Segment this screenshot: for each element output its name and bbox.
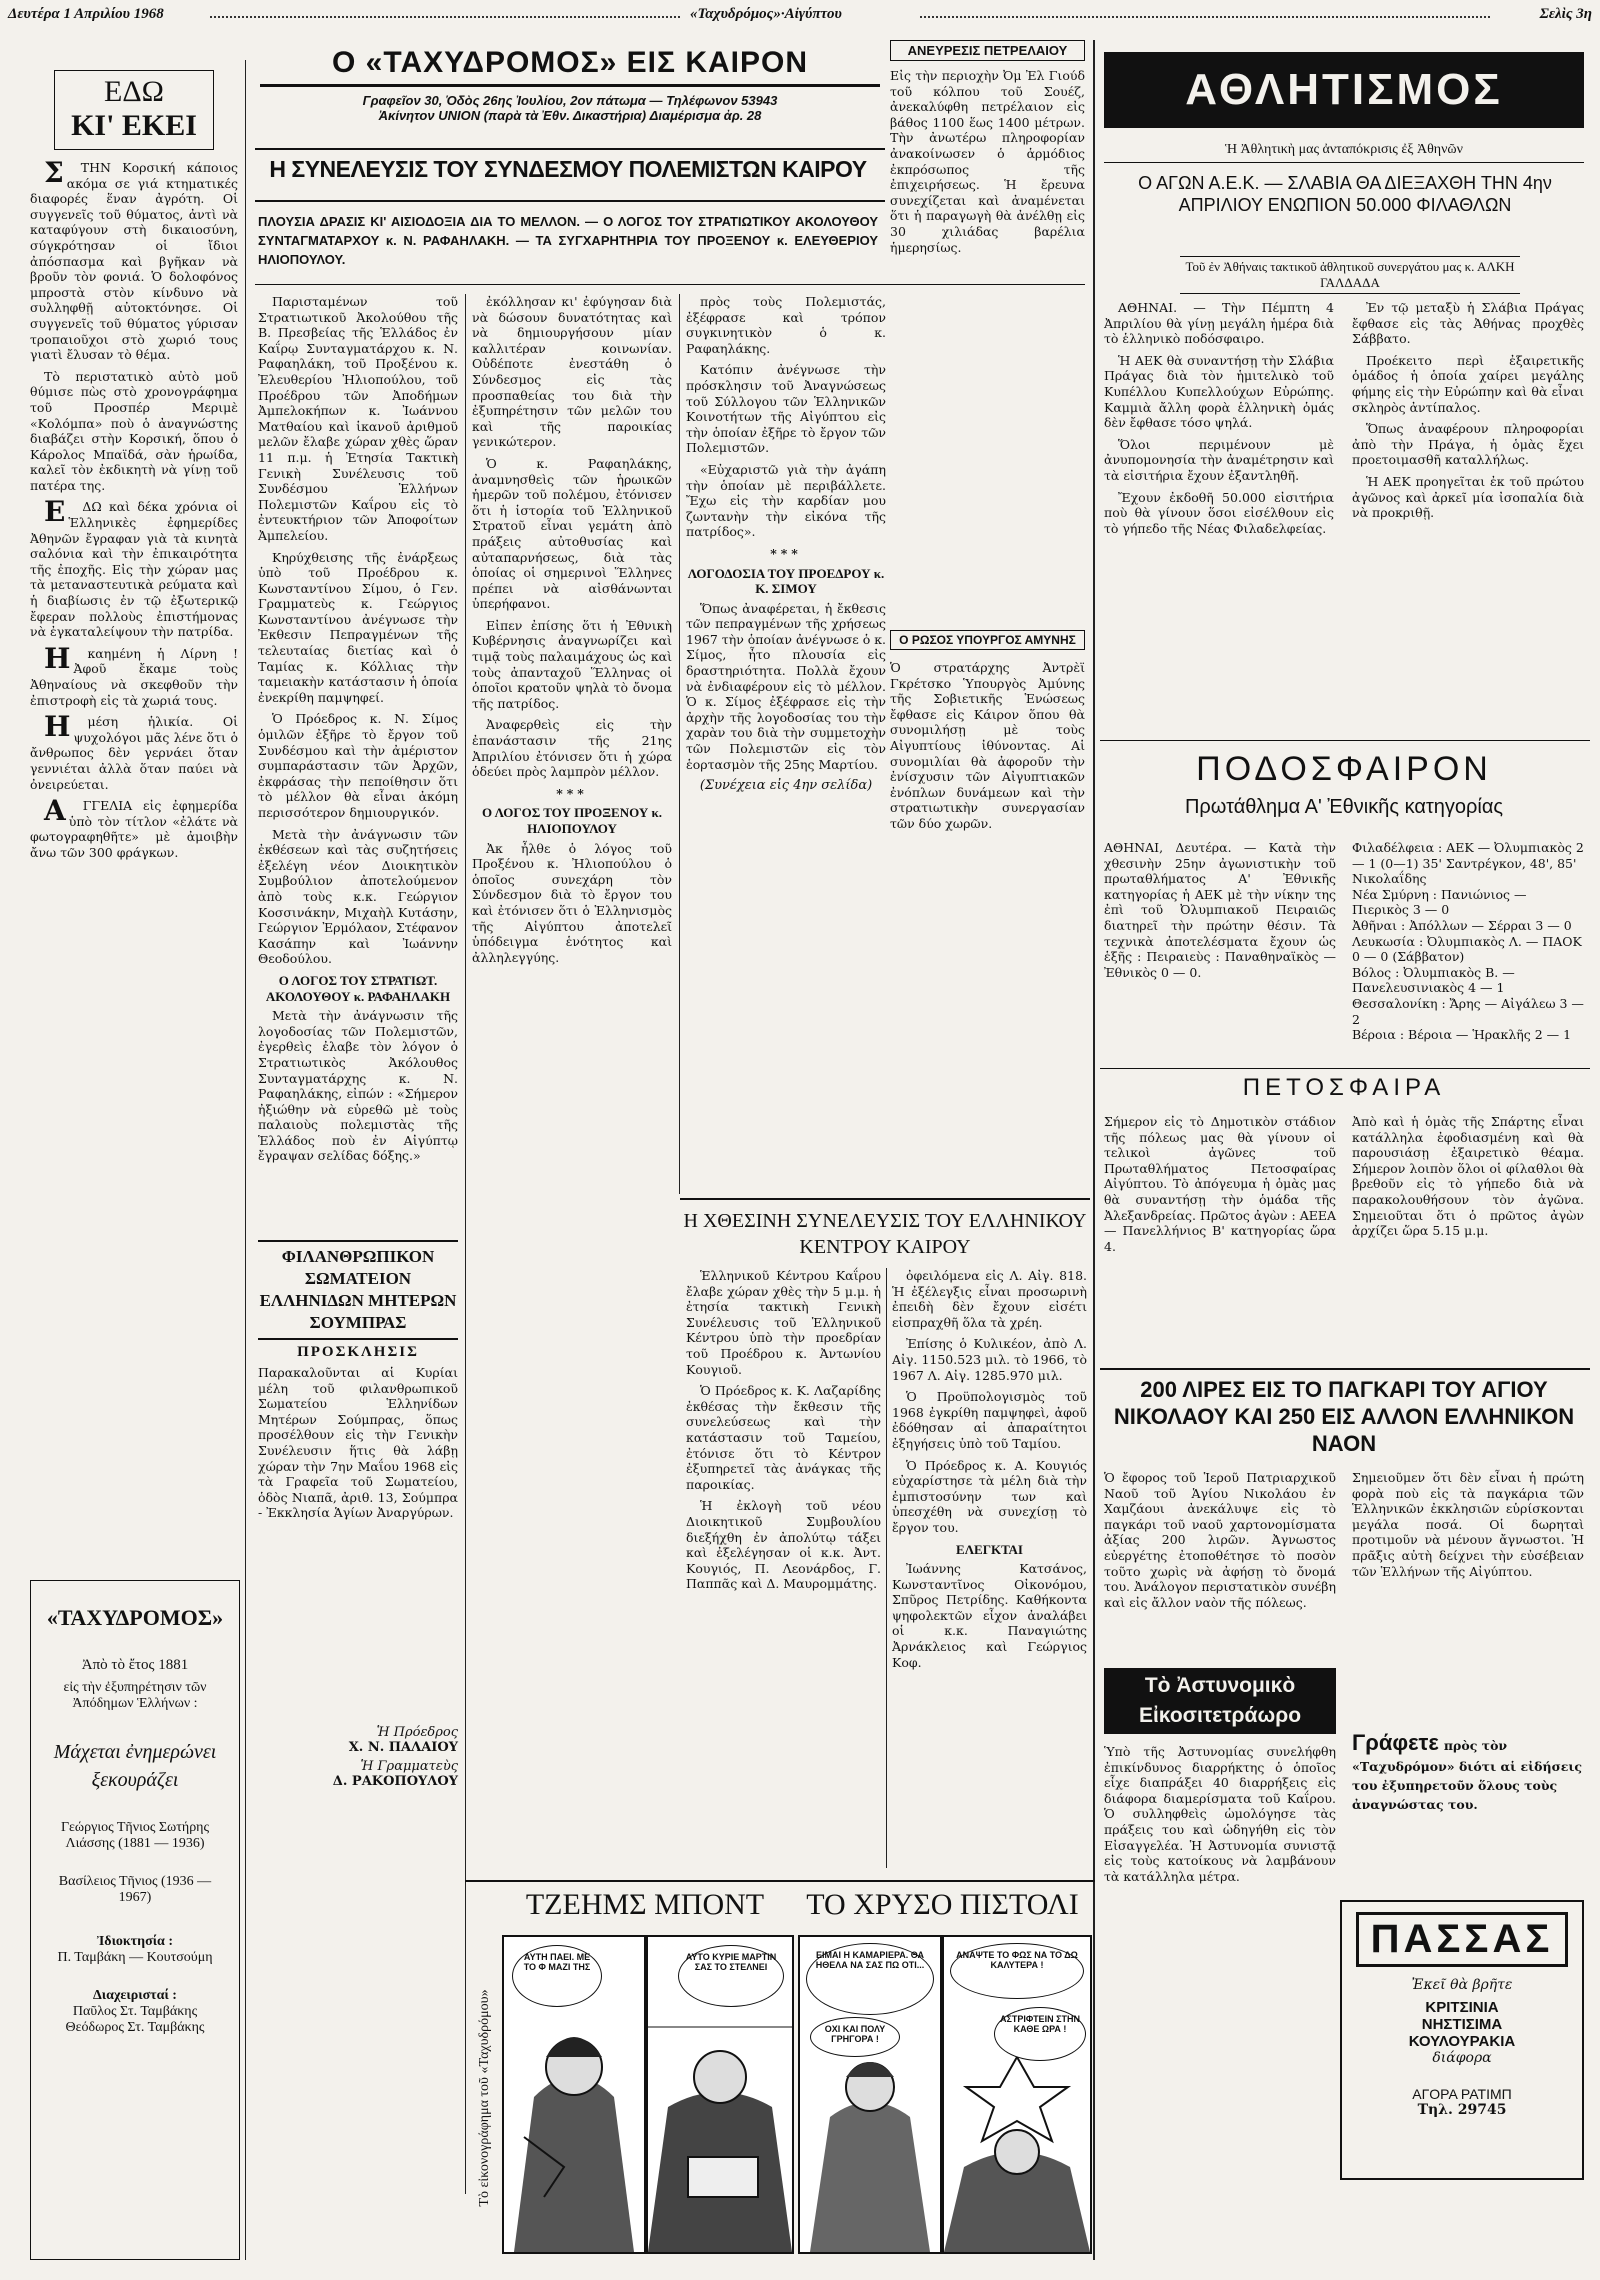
lead-deck: ΠΛΟΥΣΙΑ ΔΡΑΣΙΣ ΚΙ' ΑΙΣΙΟΔΟΞΙΑ ΔΙΑ ΤΟ ΜΕΛΛΟΝ. — Ο ΛΟΓΟΣ ΤΟΥ ΣΤΡΑΤΙΩΤΙΚΟΥ ΑΚΟΛΟΥΘΟΥ ΣΥΝΤΑΓΜΑΤΑΡΧΟΥ κ. Ν. ΡΑΦΑΗΛΑΚΗ. — ΤΑ ΣΥΓΧΑΡΗΤΗΡΙΑ ΤΟΥ ΠΡΟΞΕΝΟΥ κ. ΕΛΕΥΘΕΡΙΟΥ ΗΛΙΟΠΟΥΛΟΥ. — [258, 214, 878, 267]
stars-divider: *** — [556, 785, 588, 801]
lead-paragraph: ἐκόλλησαν κι' ἐφύγησαν διὰ νὰ δώσουν δυνατότητας καὶ νὰ δημιουργήσουν μίαν καλλιτέραν κοινωνίαν. Οὐδέποτε ἐνεστάθη ὁ Σύνδεσμος εἰς τὰς προσπαθείας του διὰ τὴν ἐξυπηρέτησιν τῶν μελῶν του καὶ τῆς παροικίας γενικώτερον. — [472, 294, 672, 450]
lead-paragraph: Εἰπεν ἐπίσης ὅτι ἡ Ἐθνικὴ Κυβέρνησις ἀναγνωρίζει καὶ τιμᾷ τοὺς παλαιμάχους ὡς καὶ τοὺς ἀπανταχοῦ Ἕλληνας οἱ ὁποῖοι κρατοῦν ψηλὰ τὸ ὄνομα τῆς πατρίδος. — [472, 617, 672, 711]
passas-ad — [1340, 1900, 1584, 2180]
comic-bubble: ΑΝΑΨΤΕ ΤΟ ΦΩΣ ΝΑ ΤΟ ΔΩ ΚΑΛΥΤΕΡΑ ! — [950, 1943, 1084, 1999]
comics-side-label — [470, 1960, 490, 2250]
edo-column — [30, 156, 238, 1530]
edo-paragraph: ΕΔΩ καὶ δέκα χρόνια οἱ Ἑλληνικὲς ἐφημερίδες Ἀθηνῶν ἔγραφαν γιὰ τὰ κινητὰ σαλόνια καὶ τὴν ἐπικαιρότητα τῆς ἐποχῆς. Εἰς τὴν χώραν μας τὰ μεταναστευτικὰ ρεύματα καὶ ἡ διαβίωσις ἐν τῷ ἐξωτερικῷ ἔφεραν πολλοὺς ἐπιστήμονας νὰ ἐγκαταλείψουν τὴν πατρίδα. — [30, 495, 238, 640]
page-number: Σελὶς 3η — [1539, 6, 1592, 22]
lead-paragraph: Ὁ Πρόεδρος κ. Ν. Σίμος ὁμιλῶν ἐξῆρε τὸ ἔργον τοῦ Συνδέσμου καὶ τὴν ἀμέριστον συμπαράστασιν τῶν Ἀρχῶν, ἐκφράσας τὴν πεποίθησιν ὅτι τὸ μέλλον θὰ εἶναι ἀκόμη περισσότερον δημιουργικόν. — [258, 711, 458, 820]
column-rule — [1093, 40, 1095, 2260]
passas-address: ΑΓΟΡΑ ΡΑΤΙΜΠ — [1412, 2086, 1512, 2102]
football-result: Βέροια : Βέροια — Ἡρακλῆς 2 — 1 — [1352, 1027, 1572, 1043]
promo-title: «ΤΑΧΥΔΡΟΜΟΣ» — [46, 1605, 224, 1630]
petrol-title: ΑΝΕΥΡΕΣΙΣ ΠΕΤΡΕΛΑΙΟΥ — [890, 40, 1085, 61]
column-rule — [886, 1268, 887, 1868]
football-result: Φιλαδέλφεια : ΑΕΚ — Ὀλυμπιακὸς 2 — 1 (0—1) 35' Σαντρέγκον, 48', 85' Νικολαΐδης — [1352, 840, 1584, 887]
mid-paragraph: Κατόπιν ἀνέγνωσε τὴν πρόσκλησιν τοῦ Ἀναγνώσεως τοῦ Σύλλογου τῶν Ἑλληνικῶν Κοινοτήτων τῆς Αἰγύπτου εἰς τὴν ὁποίαν ἐξῆρε τὸ ἔργον τῶν Πολεμιστῶν. — [686, 362, 886, 456]
xthes-paragraph: Ὁ Πρόεδρος κ. Κ. Λαζαρίδης ἐκθέσας τὴν ἔκθεσιν τῆς συνελεύσεως καὶ τὴν κατάστασιν τοῦ Ταμείου, ἐτόνισε ὅτι τὸ Κέντρον ἐξυπηρετεῖ τὰς ἀνάγκας τῆς παροικίας. — [686, 1383, 881, 1492]
lead-paragraph: Μετὰ τὴν ἀνάγνωσιν τῶν ἐκθέσεων καὶ τὰς συζητήσεις ἐξελέγη νέον Διοικητικὸν Συμβούλιον ἀποτελούμενον ἀπὸ τοὺς κ.κ. Γεώργιον Κοσσινάκην, Μιχαὴλ Κυτάσην, Γεώργιον Ἐρμόλαον, Στέφανον Κασάπην καὶ Ἰωάννην Θεοδούλου. — [258, 826, 458, 967]
edo-paragraph: ΑΓΓΕΛΙΑ εἰς ἐφημερίδα ὑπὸ τὸν τίτλον «ἐλάτε νὰ φωτογραφηθῆτε» μὲ ἀμοιβὴν ἄνω τῶν 300 φράγκων. — [30, 794, 238, 860]
comic-panel-4 — [942, 1935, 1092, 2254]
football-result: Ἀθῆναι : Ἀπόλλων — Σέρραι 3 — 0 — [1352, 917, 1572, 933]
xthes-paragraph: ὀφειλόμενα εἰς Λ. Αἰγ. 818. Ἡ ἐξέλεγξις εἶναι προσωρινὴ ἐπειδὴ δὲν ἔχουν εἰσέτι εἰσπραχθῆ ὅλα τὰ χρέη. — [892, 1268, 1087, 1330]
football-sub: Πρωτάθλημα Α' Ἐθνικῆς κατηγορίας — [1184, 796, 1504, 818]
charity-sig: Ἡ Πρόεδρος — [376, 1725, 458, 1740]
xthes-paragraph: Ἡ ἐκλογὴ τοῦ νέου Διοικητικοῦ Συμβουλίου διεξήχθη ἐν ἀπολύτῳ τάξει καὶ ἐξελέγησαν οἱ κ.κ. Ἀντ. Κουγιός, Π. Λεονάρδος, Γ. Παππᾶς καὶ Δ. Μαυρομμάτης. — [686, 1498, 881, 1592]
edo-paragraph: Ηκαημένη ἡ Λίρνη ! Ἀφοῦ ἔκαμε τοὺς Ἀθηναίους νὰ σκεφθοῦν τὴν ἐπιστροφὴ εἰς τὰ χωριά τους. — [30, 641, 238, 708]
sports-column-1 — [1104, 300, 1334, 680]
lead-column-1 — [258, 294, 458, 1164]
mid-column-1 — [686, 294, 886, 1194]
petrol-sub-text: Ὁ στρατάρχης Ἀντρὲϊ Γκρέτσκο Ὑπουργὸς Ἀμύνης τῆς Σοβιετικῆς Ἑνώσεως ἔφθασε εἰς Κάιρον ὅπου θὰ συνομιλήσῃ μὲ τοὺς Αἰγυπτίους ἰθύνοντας. Αἱ συνομιλίαι θὰ ἀφοροῦν τὴν ἐνίσχυσιν τῶν Αἰγυπτιακῶν ἐνόπλων δυνάμεων καὶ τὴν στρατιωτικὴν συνεργασίαν τῶν δύο χωρῶν. — [890, 660, 1085, 831]
lead-mid-rule — [255, 200, 885, 202]
lira-headline: 200 ΛΙΡΕΣ ΕΙΣ ΤΟ ΠΑΓΚΑΡΙ ΤΟΥ ΑΓΙΟΥ ΝΙΚΟΛΑΟΥ ΚΑΙ 250 ΕΙΣ ΑΛΛΟΝ ΕΛΛΗΝΙΚΟΝ ΝΑΟΝ — [1113, 1377, 1575, 1456]
charity-notice — [258, 1240, 458, 1860]
comics-side-label-text: Τὸ εἰκονογράφημα τοῦ «Ταχυδρόμου» — [477, 1989, 492, 2207]
logodosia-subhead: ΛΟΓΟΔΟΣΙΑ ΤΟΥ ΠΡΟΕΔΡΟΥ κ. Κ. ΣΙΜΟΥ — [687, 565, 885, 597]
column-rule — [245, 60, 246, 2260]
lead-paragraph: Μετὰ τὴν ἀνάγνωσιν τῆς λογοδοσίας τῶν Πολεμιστῶν, ἐγερθεὶς ἐλαβε τὸν λόγον ὁ Στρατιωτικὸς Ἀκόλουθος Συνταγματάρχης κ. Ν. Ραφαηλάκης, εἰπών : «Σήμερον ἠξιώθην νὰ εὑρεθῶ μὲ τοὺς παλαιοὺς πολεμιστὰς τῆς Ἑλλάδος ποὺ ἐν Αἰγύπτῳ ἔγραψαν σελίδας δόξης.» — [258, 1008, 458, 1164]
comic-panel-1 — [502, 1935, 646, 2254]
strip-dots-right — [920, 16, 1490, 18]
lead-column-2 — [472, 294, 672, 1884]
edo-title-box — [54, 70, 214, 150]
xthes-column-2 — [892, 1268, 1087, 1868]
promo-since: Ἀπὸ τὸ ἔτος 1881 — [81, 1657, 189, 1673]
sports-byline: Τοῦ ἐν Ἀθήναις τακτικοῦ ἀθλητικοῦ συνεργάτου μας κ. ΑΛΚΗ ΓΑΛΔΑΔΑ — [1180, 256, 1520, 294]
lead-headline: Η ΣΥΝΕΛΕΥΣΙΣ ΤΟΥ ΣΥΝΔΕΣΜΟΥ ΠΟΛΕΜΙΣΤΩΝ ΚΑΙΡΟΥ — [269, 156, 867, 182]
subscribe-text: πρὸς τὸν «Ταχυδρόμον» διότι αἱ εἰδήσεις του ἐξυπηρετοῦν ὅλους τοὺς ἀναγνώστας του. — [1352, 1738, 1583, 1812]
charity-title: ΦΙΛΑΝΘΡΩΠΙΚΟΝ ΣΩΜΑΤΕΙΟΝ ΕΛΛΗΝΙΔΩΝ ΜΗΤΕΡΩΝ ΣΟΥΜΠΡΑΣ — [258, 1240, 458, 1340]
comic-bubble: ΕΙΜΑΙ Η ΚΑΜΑΡΙΕΡΑ. ΘΑ ΗΘΕΛΑ ΝΑ ΣΑΣ ΠΩ ΟΤΙ... — [806, 1943, 934, 2015]
comic-bubble: ΑΥΤΗ ΠΑΕΙ. ΜΕ ΤΟ Φ ΜΑΖΙ ΤΗΣ — [512, 1945, 602, 2007]
promo-box — [30, 1580, 240, 2260]
charity-sig-name: Χ. Ν. ΠΑΛΑΙΟΥ — [348, 1740, 458, 1755]
column-rule — [679, 294, 680, 1194]
edo-title-line1: ΕΔΩ — [104, 75, 164, 108]
mid-paragraph: πρὸς τοὺς Πολεμιστάς, ἐξέφρασε καὶ τρόπον συγκινητικὸν ὁ κ. Ραφαηλάκης. — [686, 294, 886, 356]
football-result: Θεσσαλονίκη : Ἄρης — Αἰγάλεω 3 — 2 — [1352, 995, 1584, 1027]
comic-panel-2 — [646, 1935, 794, 2254]
sports-paragraph: Ἐν τῷ μεταξὺ ἡ Σλάβια Πράγας ἔφθασε εἰς τὰς Ἀθήνας προχθὲς Σάββατο. — [1352, 300, 1584, 347]
football-rule — [1100, 740, 1590, 741]
xthes-top-rule — [680, 1198, 1090, 1200]
xthes-paragraph: Ὁ Προϋπολογισμὸς τοῦ 1968 ἐγκρίθη παμψηφεὶ, ἀφοῦ ἐδόθησαν αἱ ἀπαραίτητοι ἐξηγήσεις ὑπὸ τοῦ Ταμίου. — [892, 1389, 1087, 1451]
petosfaira-rule — [1100, 1068, 1590, 1069]
sports-paragraph: Ὅπως ἀναφέρουν πληροφορίαι ἀπὸ τὴν Πράγα, ἡ ὁμὰς ἔχει προετοιμασθῆ καταλλήλως. — [1352, 421, 1584, 468]
promo-slogan: Μάχεται ἐνημερώνει ξεκουράζει — [53, 1741, 217, 1791]
petosfaira-column-2: Ἀπὸ καὶ ἡ ὁμὰς τῆς Σπάρτης εἶναι κατάλληλα ἐφοδιασμένη καὶ θὰ παρουσιάσῃ ἐξαιρετικὸ θέαμα. Σήμερον λοιπὸν ὅλοι οἱ φίλαθλοι θὰ βρεθοῦν εἰς τὸ γήπεδο διὰ νὰ παρακολουθήσουν τὸν ἀγῶνα. Σημειοῦται ὅτι ὁ πρῶτος ἀγὼν ἀρχίζει ὥρα 5.15 μ.μ. — [1352, 1114, 1584, 1239]
xthes-paragraph: Ὁ Πρόεδρος κ. Α. Κουγιός εὐχαρίστησε τὰ μέλη διὰ τὴν ἐμπιστοσύνην των καὶ ὑπεσχέθη νὰ συνεχίσῃ τὸ ἔργον του. — [892, 1457, 1087, 1535]
xthes-headline: Η ΧΘΕΣΙΝΗ ΣΥΝΕΛΕΥΣΙΣ ΤΟΥ ΕΛΛΗΝΙΚΟΥ ΚΕΝΤΡΟΥ ΚΑΙΡΟΥ — [683, 1210, 1087, 1258]
continued-note: (Συνέχεια εἰς 4ην σελίδα) — [699, 778, 873, 794]
masthead-address: Γραφεῖον 30, Ὁδὸς 26ης Ἰουλίου, 2ον πάτωμα — Τηλέφωνον 53943 — [362, 93, 778, 108]
top-strip — [0, 4, 1600, 28]
column-rule — [465, 294, 466, 2194]
charity-sig-name: Δ. ΡΑΚΟΠΟΥΛΟΥ — [332, 1774, 458, 1789]
lead-paragraph: Παρισταμένων τοῦ Στρατιωτικοῦ Ἀκολούθου τῆς Β. Πρεσβείας τῆς Ἑλλάδος ἐν Καΐρῳ Συνταγματάρχου κ. Ν. Ραφαηλάκη, τοῦ Προξένου κ. Ἐλευθερίου Ἠλιοπούλου, τοῦ Προέδρου τῶν Ἀποδήμων Ἀμπελοκήπων κ. Ἰωάννου Ματθαίου καὶ ἱκανοῦ ἀριθμοῦ μελῶν ἔλαβε χώραν χθὲς ὥραν 11 π.μ. ἡ Ἐτησία Τακτικὴ Γενικὴ Συνέλευσις τοῦ Συνδέσμου Ἑλλήνων Πολεμιστῶν Καΐρου εἰς τὸ ἐντευκτήριον τῶν Ἀποφοίτων Ἀμπελείου. — [258, 294, 458, 543]
sports-banner-title: ΑΘΛΗΤΙΣΜΟΣ — [1185, 65, 1503, 114]
comic-bubble: ΑΥΤΟ ΚΥΡΙΕ ΜΑΡΤΙΝ ΣΑΣ ΤΟ ΣΤΕΛΝΕΙ — [678, 1945, 784, 2007]
lead-paragraph: Ἀκ ἦλθε ὁ λόγος τοῦ Προξένου κ. Ἠλιοπούλου ὁ ὁποῖος συνεχάρη τὸν Σύνδεσμον διὰ τὸ ἔργον του καὶ ἐτόνισεν ὅτι ὁ Ἑλληνισμὸς τῆς Αἰγύπτου ἀποτελεῖ ὑπόδειγμα ἑνότητος καὶ ἀλληλεγγύης. — [472, 840, 672, 965]
sports-paragraph: ΑΘΗΝΑΙ. — Τὴν Πέμπτη 4 Ἀπριλίου θὰ γίνῃ μεγάλη ἡμέρα διὰ τὸ ἑλληνικὸ ποδόσφαιρο. — [1104, 300, 1334, 347]
rafa-subhead: Ο ΛΟΓΟΣ ΤΟΥ ΣΤΡΑΤΙΩΤ. ΑΚΟΛΟΥΘΟΥ κ. ΡΑΦΑΗΛΑΚΗ — [265, 972, 451, 1004]
charity-sub: ΠΡΟΣΚΛΗΣΙΣ — [297, 1344, 419, 1360]
xthes-paragraph: Ἐπίσης ὁ Κυλικέον, ἀπὸ Λ. Αἰγ. 1150.523 μιλ. τὸ 1966, τὸ 1967 Λ. Αἰγ. 1285.970 μιλ. — [892, 1336, 1087, 1383]
sports-banner — [1104, 52, 1584, 128]
charity-sig: Ἡ Γραμματεὺς — [360, 1759, 458, 1774]
promo-founder: Γεώργιος Τῆνιος Σωτήρης Λιάσσης (1881 — 1936) — [60, 1820, 210, 1851]
promo-founder: Βασίλειος Τῆνιος (1936 — 1967) — [58, 1874, 212, 1905]
comic-bubble: ΑΣΤΡΙΦΤΕΙΝ ΣΤΗΝ ΚΑΘΕ ΩΡΑ ! — [994, 2007, 1086, 2061]
promo-mission: εἰς τὴν ἐξυπηρέτησιν τῶν Ἀπόδημων Ἑλλήνων : — [63, 1680, 207, 1711]
petrol-text: Εἰς τὴν περιοχὴν Ὀμ Ἐλ Γιούδ τοῦ κόλπου τοῦ Σουέζ, ἀνεκαλύφθη πετρέλαιον εἰς βάθος 1100 ἕως 1400 μέτρων. Τὴν ἀνωτέρω πληροφορίαν ἀνακοίνωσεν ὁ ἁρμόδιος ἐκπρόσωπος τῆς ἐπιχειρήσεως. Ἡ ἔρευνα συνεχίζεται καὶ ἀναμένεται ὅτι ἡ παραγωγὴ θὰ ἀνέλθῃ εἰς 30 χιλιάδας βαρέλια ἡμερησίως. — [890, 68, 1085, 255]
edo-title-line2: ΚΙ' ΕΚΕΙ — [71, 109, 197, 142]
subscribe-box — [1352, 1730, 1584, 1812]
masthead — [260, 46, 880, 138]
lead-paragraph: Κηρύχθεισης τῆς ἐνάρξεως ὑπὸ τοῦ Προέδρου κ. Κωνσταντίνου Σίμου, ὁ Γεν. Γραμματεὺς κ. Γεώργιος Κωνσταντίνου ἀνέγνωσε τὴν Ἐκθεσιν Πεπραγμένων τῆς τελευταίας διετίας καὶ ὁ Ταμίας κ. Κόλλιας τὴν ταμειακὴν κατάστασιν ἡ ὁποία ἐνεκρίθη παμψηφεί. — [258, 549, 458, 705]
mid-paragraph: Ὅπως ἀναφέρεται, ἡ ἔκθεσις τῶν πεπραγμένων τῆς χρήσεως 1967 τὴν ὁποίαν ἀνέγνωσε ὁ κ. Σίμος, ἦτο πλουσία εἰς δραστηριότητα. Πολλὰ ἔχουν νὰ ἐνδιαφέρουν εἰς τὸ μέλλον. Ὁ κ. Σίμος ἐξέφρασε εἰς τὴν ἀρχὴν τῆς λογοδοσίας του τὴν χαρὰν του διὰ τὴν συμμετοχὴν τῶν Πολεμιστῶν εἰς τὸν ἑορτασμὸν τῆς 25ης Μαρτίου. — [686, 600, 886, 772]
comics-top-rule — [465, 1880, 1095, 1882]
passas-title: ΠΑΣΣΑΣ — [1356, 1912, 1568, 1967]
sports-tagline: Ἡ Ἀθλητικὴ μας ἀνταπόκρισις ἐξ Ἀθηνῶν — [1104, 142, 1584, 163]
petrol-subhead: Ο ΡΩΣΟΣ ΥΠΟΥΡΓΟΣ ΑΜΥΝΗΣ — [890, 630, 1085, 650]
sports-column-2 — [1352, 300, 1584, 680]
proxenos-subhead: Ο ΛΟΓΟΣ ΤΟΥ ΠΡΟΞΕΝΟΥ κ. ΗΛΙΟΠΟΥΛΟΥ — [482, 805, 662, 836]
promo-managers: Παῦλος Στ. Ταμβάκης Θεόδωρος Στ. Ταμβάκης — [65, 2004, 205, 2035]
lead-paragraph: Ὁ κ. Ραφαηλάκης, ἀναμνησθεὶς τῶν ἡρωικῶν ἡμερῶν τοῦ πολέμου, ἐτόνισεν ὅτι ἡ ἱστορία τοῦ Ἑλληνικοῦ Στρατοῦ εἶναι γεμάτη ἀπὸ πράξεις αὐτοθυσίας καὶ αὐταπαρνήσεως, διὰ τὰς ὁποίας οἱ σημερινοὶ Ἕλληνες πρέπει νὰ αἰσθάνωνται ὑπερήφανοι. — [472, 455, 672, 612]
passas-item: ΝΗΣΤΙΣΙΜΑ — [1421, 2016, 1503, 2033]
sports-paragraph: Ἡ ΑΕΚ θὰ συναντήσῃ τὴν Σλάβια Πράγας διὰ τὸν ἡμιτελικὸ τοῦ Κυπέλλου Κυπελλούχων Εὐρώπης. Καμμιὰ ἄλλη φορὰ ἑλληνικὴ ὁμάς δὲν ἔφθασε τόσο ψηλά. — [1104, 352, 1334, 431]
promo-managers-label: Διαχειρισταί : — [93, 1988, 177, 2003]
sports-paragraph: Ὅλοι περιμένουν μὲ ἀνυπομονησία τὴν ἀναμέτρησιν καὶ τὰ εἰσιτήρια ἔχουν ἐξαντληθῆ. — [1104, 436, 1334, 483]
comic-title-2: ΤΟ ΧΡΥΣΟ ΠΙΣΤΟΛΙ — [806, 1888, 1079, 1921]
xthes-paragraph: Ἑλληνικοῦ Κέντρου Καΐρου ἔλαβε χώραν χθὲς τὴν 5 μ.μ. ἡ ἐτησία τακτικὴ Γενικὴ Συνέλευσις τοῦ Ἑλληνικοῦ Κέντρου ὑπὸ τὴν προεδρίαν τοῦ Προέδρου κ. Ἀντωνίου Κουγιοῦ. — [686, 1268, 881, 1377]
lira-rule — [1100, 1368, 1590, 1370]
comic-bubble: ΟΧΙ ΚΑΙ ΠΟΛΥ ΓΡΗΓΟΡΑ ! — [810, 2017, 900, 2057]
issue-date: Δευτέρα 1 Απριλίου 1968 — [8, 6, 164, 22]
passas-phone: Τηλ. 29745 — [1417, 2102, 1507, 2118]
masthead-address: Ἀκίνητον UNION (παρὰ τὰ Ἐθν. Δικαστήρια) Διαμέρισμα ἀρ. 28 — [378, 108, 762, 123]
lead-top-rule — [255, 148, 885, 150]
police-title-box — [1104, 1668, 1336, 1734]
football-result: Βόλος : Ὀλυμπιακὸς Β. — Πανελευσινιακὸς 4 — 1 — [1352, 964, 1515, 996]
football-column-1: ΑΘΗΝΑΙ, Δευτέρα. — Κατὰ τὴν χθεσινὴν 25ην ἀγωνιστικὴν τοῦ πρωταθλήματος Α' Ἐθνικῆς κατηγορίας ἡ ΑΕΚ μὲ τὴν νίκην της ἐπὶ τοῦ Ὀλυμπιακοῦ Πειραιῶς διατηρεῖ τὴν πρώτην θέσιν. Τὰ τεχνικὰ ἀποτελέσματα ἔχουν ὡς ἑξῆς : Πειραιεὺς : Παναθηναϊκὸς — Ἐθνικὸς 0 — 0. — [1104, 840, 1336, 980]
football-result: Λευκωσία : Ὀλυμπιακὸς Λ. — ΠΑΟΚ 0 — 0 (Σάββατον) — [1352, 933, 1582, 965]
sports-paragraph: Ἡ ΑΕΚ προηγεῖται ἐκ τοῦ πρώτου ἀγῶνος καὶ ἀρκεῖ μία ἰσοπαλία διὰ νὰ προκριθῇ. — [1352, 473, 1584, 521]
promo-owners: Π. Ταμβάκη — Κουτσούμη — [57, 1950, 213, 1965]
police-title: Τὸ Ἀστυνομικὸ Εἰκοσιτετράωρο — [1138, 1674, 1302, 1727]
edo-paragraph: ΣΤΗΝ Κορσική κάποιος ακόμα σε γιά κτηματικές διαφορές ἕναν ἀγρότη. Οἱ συγγενεῖς τοῦ θύματος, ἀντὶ νὰ καταφύγουν στὴ δικαιοσύνη, σύγκρότησαν οἱ ἴδιοι ἀπόσπασμα καὶ βγῆκαν νὰ βροῦν τὸν φονιά. Ὁ δολοφόνος μπροστὰ στὸν κίνδυνο νὰ συλληφθῇ αὐτοκτόνησε. Οἱ συγγενεῖς τοῦ θύματος γύρισαν τροπαιοῦχοι στὸ χωριό τους γιατὶ ἔλυσαν τὸ θέμα. — [30, 156, 238, 363]
elegktai-subhead: ΕΛΕΓΚΤΑΙ — [956, 1541, 1023, 1557]
subscribe-title: Γράφετε — [1352, 1730, 1439, 1755]
comic-panel-3 — [798, 1935, 942, 2254]
xthes-paragraph: Ἰωάννης Κατσάνος, Κωνσταντῖνος Οἰκονόμου, Σπῦρος Πετρίδης. Καθήκοντα ψηφολεκτῶν εἶχον ἀναλάβει οἱ κ.κ. Παναγιώτης Ἀρνάκλειος καὶ Γεώργιος Κοφ. — [892, 1561, 1087, 1670]
lead-deck-rule — [255, 284, 1085, 285]
strip-dots-left — [210, 16, 680, 18]
passas-item: ΚΟΥΛΟΥΡΑΚΙΑ — [1408, 2033, 1516, 2050]
passas-intro: Ἐκεῖ θὰ βρῆτε — [1411, 1977, 1513, 1993]
lira-column-2: Σημειοῦμεν ὅτι δὲν εἶναι ἡ πρώτη φορὰ ποὺ εἰς τὰ παγκάρια τῶν Ἑλληνικῶν ἐκκλησιῶν εὑρίσκονται μεγάλα ποσά. Οἱ δωρηταὶ προτιμοῦν νὰ μένουν ἄγνωστοι. Ἡ πρᾶξις αὐτὴ δείχνει τὴν εὐσέβειαν τῶν Ἑλλήνων τῆς Αἰγύπτου. — [1352, 1470, 1584, 1579]
petrol-article — [890, 40, 1085, 1175]
paper-name: «Ταχυδρόμος»·Αἰγύπτου — [690, 6, 842, 22]
petosfaira-title: ΠΕΤΟΣΦΑΙΡΑ — [1242, 1074, 1446, 1101]
edo-paragraph: Ημέση ἡλικία. Οἱ ψυχολόγοι μᾶς λένε ὅτι ὁ ἄνθρωπος δὲν γερνάει ὅταν γεννιέται ἀλλὰ ὅταν παύει νὰ ὀνειρεύεται. — [30, 710, 238, 792]
sports-headline: Ο ΑΓΩΝ Α.Ε.Κ. — ΣΛΑΒΙΑ ΘΑ ΔΙΕΞΑΧΘΗ ΤΗΝ 4ην ΑΠΡΙΛΙΟΥ ΕΝΩΠΙΟΝ 50.000 ΦΙΛΑΘΛΩΝ — [1138, 173, 1552, 215]
xthes-column-1 — [686, 1268, 881, 1868]
comic-title-1: ΤΖΕΗΜΣ ΜΠΟΝΤ — [525, 1888, 765, 1921]
sports-paragraph: Προέκειτο περὶ ἐξαιρετικῆς ὁμάδος ἡ ὁποία χαίρει μεγάλης φήμης εἰς τὴν Εὐρώπην καὶ θὰ εἶναι σκληρὸς ἀντίπαλος. — [1352, 352, 1584, 415]
promo-owners-label: Ἰδιοκτησία : — [96, 1934, 174, 1949]
lead-paragraph: Ἀναφερθεὶς εἰς τὴν ἐπανάστασιν τῆς 21ης Ἀπριλίου ἐτόνισεν ὅτι ἡ χώρα ὁδεύει πρὸς λαμπρὸν μέλλον. — [472, 717, 672, 780]
football-results — [1352, 840, 1584, 1060]
passas-item: διάφορα — [1432, 2050, 1492, 2066]
lira-column-1: Ὁ ἔφορος τοῦ Ἱεροῦ Πατριαρχικοῦ Ναοῦ τοῦ Ἁγίου Νικολάου ἐν Χαμζάουι ἀνεκάλυψε εἰς τὸ παγκάρι τοῦ ναοῦ χαρτονομίσματα ἀξίας 200 λιρῶν. Ἀγνωστος εὐεργέτης ἐτοποθέτησε τὸ ποσὸν τοῦτο χωρὶς νὰ ἀφήσῃ τὸ ὄνομά του. Ἀνάλογον περιστατικὸν συνέβη καὶ εἰς ἄλλον ναὸν τῆς πόλεως. — [1104, 1470, 1336, 1610]
mid-paragraph: «Εὐχαριστῶ γιὰ τὴν ἀγάπη τὴν ὁποίαν μὲ περιβάλλετε. Ἔχω εἰς τὴν καρδίαν μου ζωντανὴν τὴν εἰκόνα τῆς πατρίδος». — [686, 461, 886, 540]
football-result: Νέα Σμύρνη : Πανιώνιος — Πιερικὸς 3 — 0 — [1352, 886, 1527, 918]
stars-divider: *** — [770, 545, 802, 561]
charity-text: Παρακαλοῦνται αἱ Κυρίαι μέλη τοῦ φιλανθρωπικοῦ Σωματείου Ἑλληνίδων Μητέρων Σούμπρας, ὅπως προσέλθουν εἰς τὴν Γενικὴν Συνέλευσιν ἥτις θὰ λάβῃ χώραν τὴν 7ην Μαΐου 1968 εἰς τὰ Γραφεῖα τοῦ Σωματείου, ὁδὸς Νιαπᾶ, ἀριθ. 13, Σούμπρα - Ἐκκλησία Ἁγίων Ἀναργύρων. — [258, 1365, 458, 1521]
police-text: Ὑπὸ τῆς Ἀστυνομίας συνελήφθη ἐπικίνδυνος διαρρήκτης ὁ ὁποῖος εἶχε διαπράξει 40 διαρρήξεις εἰς διάφορα διαμερίσματα τοῦ Καΐρου. Ὁ συλληφθεὶς ὡμολόγησε τὰς πράξεις του καὶ ὡδηγήθη εἰς τὸν Εἰσαγγελέα. Ἡ Ἀστυνομία συνιστᾷ εἰς τοὺς κατοίκους νὰ λαμβάνουν τὰ κατάλληλα μέτρα. — [1104, 1744, 1336, 1884]
football-title: ΠΟΔΟΣΦΑΙΡΟΝ — [1196, 750, 1492, 788]
petosfaira-column-1: Σήμερον εἰς τὸ Δημοτικὸν στάδιον τῆς πόλεως μας θὰ γίνουν οἱ τελικοὶ ἀγῶνες τοῦ Πρωταθλήματος Πετοσφαίρας Αἰγύπτου. Τὸ ἀπόγευμα ἡ ὁμὰς μας θὰ συναντήσῃ τὴν ὁμάδα τῆς Ἀλεξανδρείας. Πρῶτος ἀγὼν : ΑΕΕΑ — Πανελλήνιος Β' κατηγορίας ὥρα 4. — [1104, 1114, 1337, 1254]
sports-paragraph: Ἔχουν ἐκδοθῆ 50.000 εἰσιτήρια ποὺ θὰ γίνουν ὅσοι εἰσέλθουν εἰς τὸ γήπεδο τῆς Νέας Φιλαδελφείας. — [1104, 489, 1334, 536]
masthead-title: Ο «ΤΑΧΥΔΡΟΜΟΣ» ΕΙΣ ΚΑΙΡΟΝ — [260, 46, 880, 87]
passas-item: ΚΡΙΤΣΙΝΙΑ — [1425, 1999, 1499, 2016]
edo-paragraph: Τὸ περιστατικὸ αὐτὸ μοῦ θύμισε πὼς στὸ χρονογράφημα τοῦ Προσπέρ Μεριμὲ «Κολόμπα» ποὺ ὁ ἀναγνώστης διαβάζει στὴν Κορσική, ὅπου ὁ Κάρολος Μπαϊδά, σὰν ἡρωίδα, καλεῖ τὸν ἐκδικητὴ νὰ γίνῃ τοῦ πατέρα της. — [30, 368, 238, 493]
